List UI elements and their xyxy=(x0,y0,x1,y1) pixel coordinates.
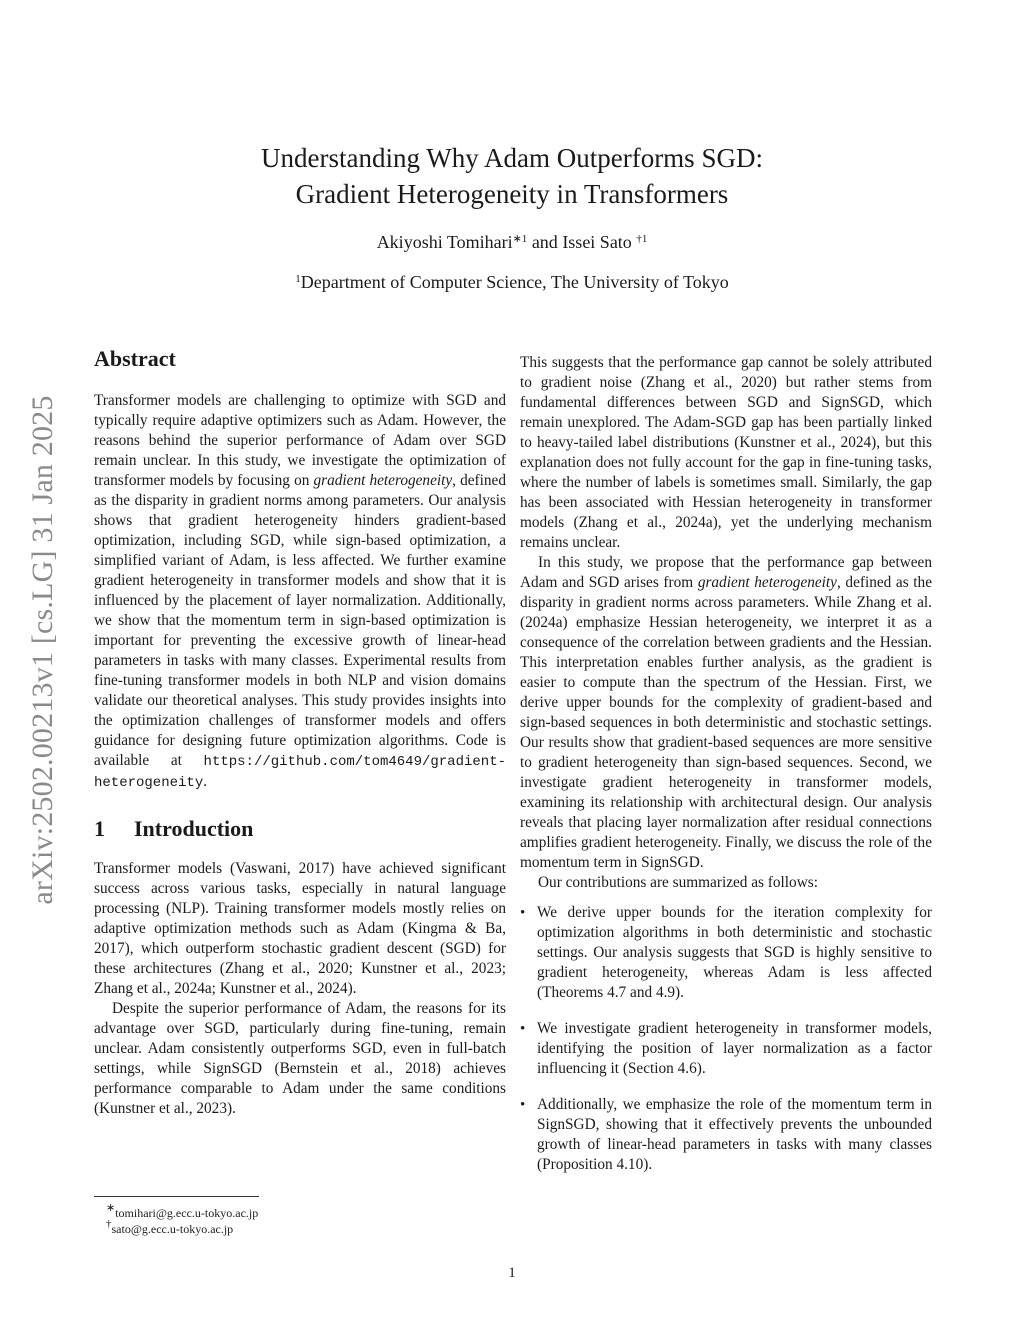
code-url-link[interactable]: https://github.com/tom4649/gradient-heterogeneity xyxy=(94,754,506,791)
introduction-heading xyxy=(94,815,506,843)
contribution-text: We investigate gradient heterogeneity in transformer models, identifying the position of layer normalization as a factor influencing it (Section 4.6). xyxy=(537,1020,932,1077)
bullet-icon: • xyxy=(520,905,526,921)
footnote-1-mark: ∗ xyxy=(106,1202,116,1214)
bullet-icon: • xyxy=(520,1021,526,1037)
abstract-heading: Abstract xyxy=(94,346,176,371)
author-1-name: Akiyoshi Tomihari xyxy=(376,232,513,252)
abstract-text-a: Transformer models are challenging to optimize with SGD and typically require adaptive optimizers such as Adam. However, the reasons behind the superior performance of Adam over SGD remain unclear. In this study, we investigate the optimization of transformer models by focusing on xyxy=(94,392,506,489)
footnote-2 xyxy=(94,1218,506,1237)
arxiv-identifier-text: arXiv:2502.00213v1 [cs.LG] 31 Jan 2025 xyxy=(26,395,59,905)
affiliation xyxy=(150,270,874,294)
right-p2-text-b: , defined as the disparity in gradient norms across parameters. While Zhang et al. (2024a) emphasize Hessian heterogeneity, we interpret it as a consequence of the correlation between gradients and the Hessian. This interpretation enables further analysis, as the gradient is easier to compute than the spectrum of the Hessian. First, we derive upper bounds for the complexity of gradient-based and sign-based sequences in both deterministic and stochastic settings. Our results show that gradient-based sequences are more sensitive to gradient heterogeneity than sign-based sequences. Second, we investigate gradient heterogeneity in transformer models, examining its relationship with architectural design. Our analysis reveals that placing layer normalization after residual connections amplifies gradient heterogeneity. Finally, we discuss the role of the momentum term in SignSGD. xyxy=(520,574,932,871)
author-2-mark: †1 xyxy=(636,233,648,245)
footnotes xyxy=(94,1196,506,1237)
footnote-2-mark: † xyxy=(106,1218,112,1230)
abstract-emphasis: gradient heterogeneity xyxy=(313,472,453,489)
title-line-1: Understanding Why Adam Outperforms SGD: xyxy=(261,143,763,173)
intro-paragraph-1: Transformer models (Vaswani, 2017) have achieved significant success across various tasks, especially in natural language processing (NLP). Training transformer models mostly relies on adaptive optimization methods such as Adam (Kingma & Ba, 2017), which outperform stochastic gradient descent (SGD) for these architectures (Zhang et al., 2020; Kunstner et al., 2023; Zhang et al., 2024a; Kunstner et al., 2024). xyxy=(94,860,506,997)
footnote-2-email: sato@g.ecc.u-tokyo.ac.jp xyxy=(111,1222,234,1236)
contribution-text: Additionally, we emphasize the role of the momentum term in SignSGD, showing that it effectively prevents the unbounded growth of linear-head parameters in tasks with many classes (Proposition 4.10). xyxy=(537,1096,932,1173)
affiliation-mark: 1 xyxy=(295,273,301,285)
footnote-rule xyxy=(94,1196,259,1197)
abstract-text-b: , defined as the disparity in gradient norms among parameters. Our analysis shows that gradient heterogeneity hinders gradient-based optimization, including SGD, while sign-based optimization, a simplified variant of Adam, is less affected. We further examine gradient heterogeneity in transformer models and show that it is influenced by the placement of layer normalization. Additionally, we show that the momentum term in sign-based optimization is important for preventing the excessive growth of linear-head parameters in tasks with many classes. Experimental results from fine-tuning transformer models in both NLP and vision domains validate our theoretical analyses. This study provides insights into the optimization challenges of transformer models and offers guidance for designing future optimization algorithms. Code is available at xyxy=(94,472,506,769)
footnote-1 xyxy=(94,1202,506,1221)
bullet-icon: • xyxy=(520,1097,526,1113)
title-line-2: Gradient Heterogeneity in Transformers xyxy=(295,179,729,209)
list-item xyxy=(520,1019,932,1079)
footnote-1-email: tomihari@g.ecc.u-tokyo.ac.jp xyxy=(115,1206,259,1220)
page-number: 1 xyxy=(508,1265,516,1281)
affiliation-text: Department of Computer Science, The University of Tokyo xyxy=(300,272,729,292)
list-item xyxy=(520,1095,932,1175)
arxiv-identifier-stamp xyxy=(22,362,64,938)
right-paragraph-1: This suggests that the performance gap cannot be solely attributed to gradient noise (Zhang et al., 2020) but rather stems from fundamental differences between SGD and SignSGD, which remain unexplored. The Adam-SGD gap has been partially linked to heavy-tailed label distributions (Kunstner et al., 2024), but this explanation does not fully account for the gap in fine-tuning tasks, where the number of labels is sometimes small. Similarly, the gap has been associated with Hessian heterogeneity in transformer models (Zhang et al., 2024a), yet the underlying mechanism remains unclear. xyxy=(520,354,932,551)
abstract-body xyxy=(94,391,506,793)
contributions-list xyxy=(520,903,932,1175)
right-column xyxy=(520,353,932,1175)
right-p2-emphasis: gradient heterogeneity xyxy=(697,574,837,591)
author-2-name: Issei Sato xyxy=(562,232,637,252)
author-list xyxy=(150,230,874,254)
author-1-mark: ∗1 xyxy=(512,233,528,245)
intro-paragraph-2: Despite the superior performance of Adam, the reasons for its advantage over SGD, particularly during fine-tuning, remain unclear. Adam consistently outperforms SGD, even in full-batch settings, while SignSGD (Bernstein et al., 2018) achieves performance comparable to Adam under the same conditions (Kunstner et al., 2023). xyxy=(94,1000,506,1117)
section-title: Introduction xyxy=(134,816,254,841)
author-conjunction: and xyxy=(527,232,563,252)
contributions-intro: Our contributions are summarized as follows: xyxy=(538,874,818,891)
right-paragraph-2 xyxy=(520,553,932,873)
left-column xyxy=(94,345,506,1119)
section-number: 1 xyxy=(94,816,105,841)
right-p2-text-a: In this study, we propose that the performance gap between Adam and SGD arises from xyxy=(520,554,932,591)
abstract-text-c: . xyxy=(203,773,208,790)
paper-title xyxy=(150,140,874,212)
contribution-text: We derive upper bounds for the iteration complexity for optimization algorithms in both deterministic and stochastic settings. Our analysis suggests that SGD is highly sensitive to gradient heterogeneity, whereas Adam is less affected (Theorems 4.7 and 4.9). xyxy=(537,904,932,1001)
list-item xyxy=(520,903,932,1003)
